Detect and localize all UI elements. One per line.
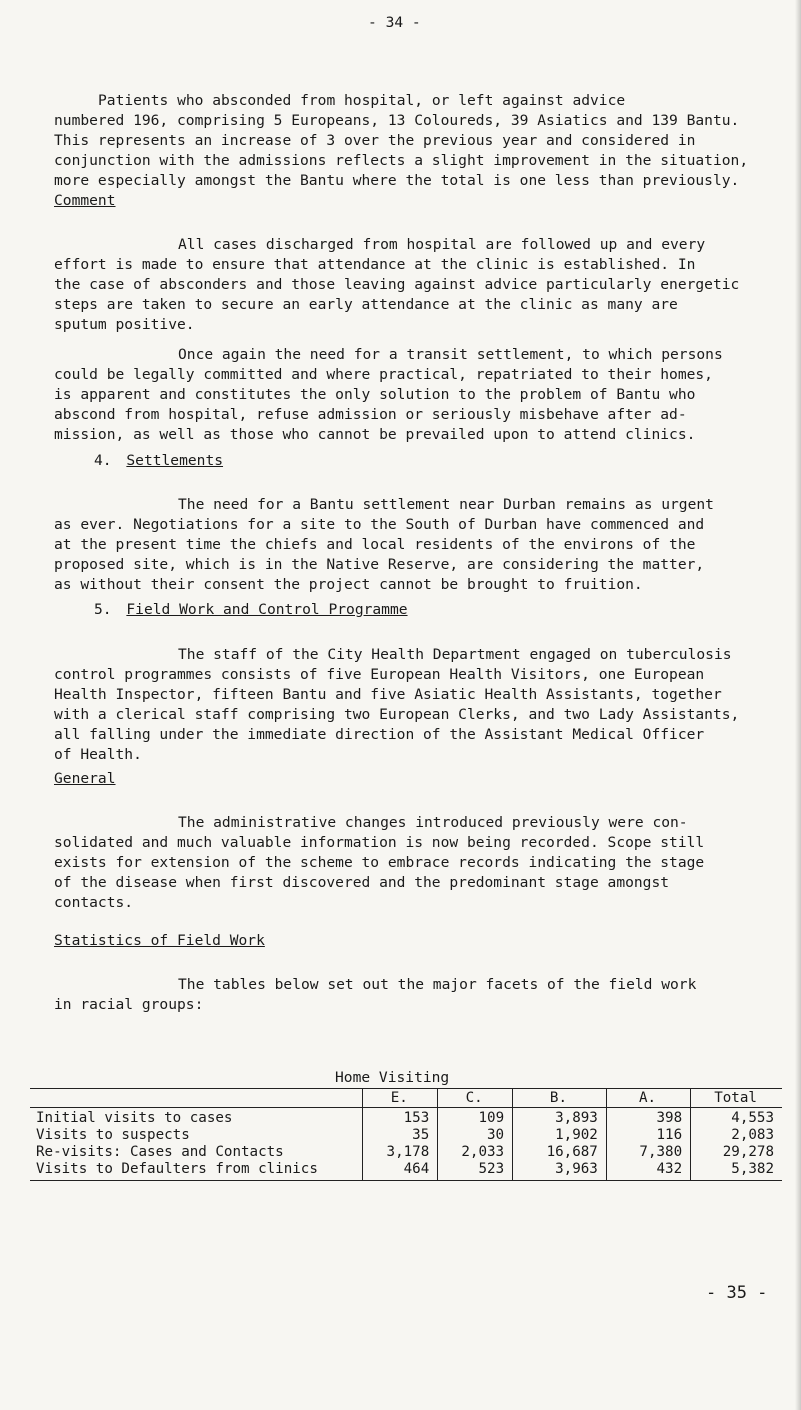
heading-comment: Comment xyxy=(54,192,116,209)
cell-total: 5,382 xyxy=(691,1161,782,1181)
paragraph-settlements: The need for a Bantu settlement near Durban remains as urgent as ever. Negotiations for a site to the South of Durban have commenced and at the present time the chiefs and local residents of the environs of the proposed site, which is in the Native Reserve, are considering the matter, as without their consent the project cannot be brought to fruition. xyxy=(54,496,714,593)
page-number-bottom: - 35 - xyxy=(706,1283,768,1303)
cell-b: 1,902 xyxy=(513,1127,607,1144)
cell-a: 116 xyxy=(606,1127,690,1144)
row-label: Initial visits to cases xyxy=(36,1110,233,1126)
page-edge-shadow xyxy=(795,0,801,1410)
paragraph-transit-settlement: Once again the need for a transit settlement, to which persons could be legally committed and where practical, repatriated to their homes, is apparent and constitutes the only solution to the problem of Bantu who abscond from hospital, refuse admission or seriously misbehave after ad- mission, as well as those who cannot be prevailed upon to attend clinics. xyxy=(54,346,723,443)
cell-c: 523 xyxy=(438,1161,513,1181)
header-col-e: E. xyxy=(363,1089,438,1108)
header-blank xyxy=(30,1089,363,1108)
table-row xyxy=(30,1144,782,1161)
header-col-b: B. xyxy=(513,1089,607,1108)
heading-settlements-number: 4. xyxy=(94,452,112,469)
cell-b: 3,963 xyxy=(513,1161,607,1181)
row-label: Re-visits: Cases and Contacts xyxy=(36,1144,284,1160)
cell-total: 2,083 xyxy=(691,1127,782,1144)
paragraph-statistics-intro: The tables below set out the major facets of the field work in racial groups: xyxy=(54,976,697,1013)
heading-field-work xyxy=(94,601,408,618)
page-number-top: - 34 - xyxy=(368,14,421,31)
paragraph-comment: All cases discharged from hospital are followed up and every effort is made to ensure that attendance at the clinic is established. In the case of absconders and those leaving against advice particularly energetic steps are taken to secure an early attendance at the clinic as many are sputum positive. xyxy=(54,236,740,333)
cell-a: 398 xyxy=(606,1108,690,1128)
heading-settlements-title: Settlements xyxy=(126,452,224,469)
cell-e: 464 xyxy=(363,1161,438,1181)
header-col-a: A. xyxy=(606,1089,690,1108)
table-caption: Home Visiting xyxy=(335,1069,450,1086)
cell-b: 3,893 xyxy=(513,1108,607,1128)
row-label: Visits to Defaulters from clinics xyxy=(30,1161,363,1181)
heading-general: General xyxy=(54,770,116,787)
table-row xyxy=(30,1127,782,1144)
row-label: Visits to suspects xyxy=(36,1127,190,1143)
cell-e: 3,178 xyxy=(363,1144,438,1161)
header-col-total: Total xyxy=(691,1089,782,1108)
cell-a: 432 xyxy=(606,1161,690,1181)
home-visiting-table xyxy=(30,1088,782,1181)
cell-total: 29,278 xyxy=(691,1144,782,1161)
paragraph-field-work: The staff of the City Health Department engaged on tuberculosis control programmes consists of five European Health Visitors, one European Health Inspector, fifteen Bantu and five Asiatic Health Assistants, together with a clerical staff comprising two European Clerks, and two Lady Assistants, all falling under the immediate direction of the Assistant Medical Officer of Health. xyxy=(54,646,740,763)
heading-settlements xyxy=(94,452,223,469)
cell-c: 30 xyxy=(438,1127,513,1144)
heading-statistics: Statistics of Field Work xyxy=(54,932,265,949)
cell-c: 109 xyxy=(438,1108,513,1128)
header-col-c: C. xyxy=(438,1089,513,1108)
cell-b: 16,687 xyxy=(513,1144,607,1161)
paragraph-absconders: Patients who absconded from hospital, or left against advice numbered 196, comprising 5 Europeans, 13 Coloureds, 39 Asiatics and 139 Bantu. This represents an increase of 3 over the previous year and considered in conjunction with the admissions reflects a slight improvement in the situation, more especially amongst the Bantu where the total is one less than previously. xyxy=(54,92,749,189)
cell-e: 153 xyxy=(363,1108,438,1128)
heading-field-work-number: 5. xyxy=(94,601,112,618)
paragraph-general: The administrative changes introduced previously were con- solidated and much valuable information is now being recorded. Scope still exists for extension of the scheme to embrace records indicating the stage of the disease when first discovered and the predominant stage amongst contacts. xyxy=(54,814,705,911)
heading-field-work-title: Field Work and Control Programme xyxy=(126,601,408,618)
cell-a: 7,380 xyxy=(606,1144,690,1161)
table-row xyxy=(30,1161,782,1181)
table-header-row xyxy=(30,1089,782,1108)
cell-c: 2,033 xyxy=(438,1144,513,1161)
cell-total: 4,553 xyxy=(691,1108,782,1128)
cell-e: 35 xyxy=(363,1127,438,1144)
table-row xyxy=(30,1108,782,1128)
